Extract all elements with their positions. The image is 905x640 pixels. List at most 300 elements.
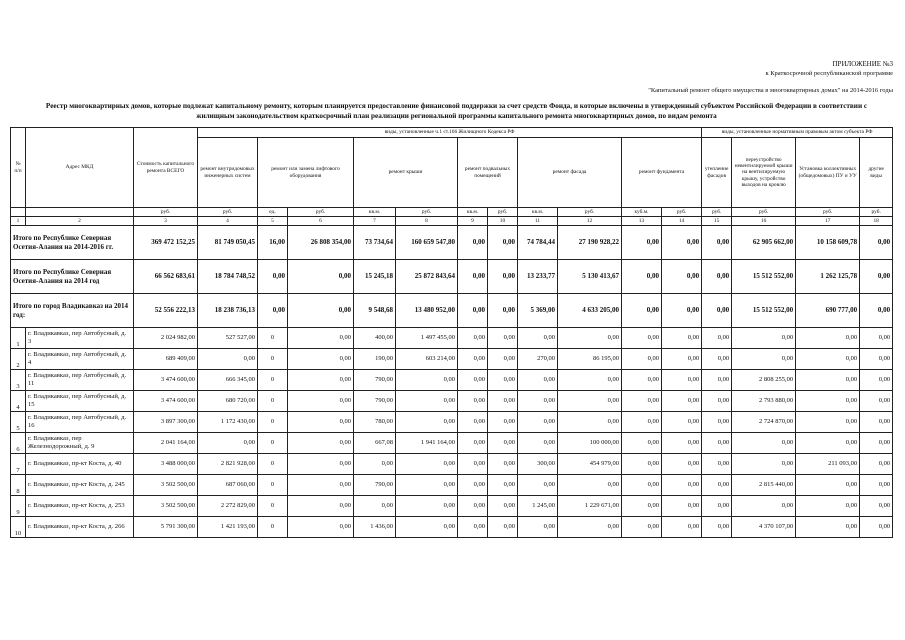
total-value: 26 808 354,00 bbox=[288, 226, 354, 260]
row-value: 270,00 bbox=[518, 349, 558, 370]
row-value: 3 502 500,00 bbox=[134, 475, 198, 496]
row-value: 454 979,00 bbox=[558, 454, 622, 475]
group-header-regional: виды, установленные нормативным правовым актом субъекта РФ bbox=[702, 128, 893, 138]
row-value: 0,00 bbox=[488, 328, 518, 349]
unit-cell: руб. bbox=[288, 208, 354, 217]
row-number: 6 bbox=[11, 433, 26, 454]
row-value: 2 808 255,00 bbox=[732, 370, 796, 391]
total-value: 15 512 552,00 bbox=[732, 294, 796, 328]
total-value: 13 233,77 bbox=[518, 260, 558, 294]
row-value: 86 195,00 bbox=[558, 349, 622, 370]
row-value: 0,00 bbox=[622, 370, 662, 391]
total-row bbox=[11, 260, 893, 294]
row-value: 0,00 bbox=[622, 328, 662, 349]
table-row bbox=[11, 328, 893, 349]
total-value: 5 130 413,67 bbox=[558, 260, 622, 294]
row-value: 0,00 bbox=[796, 496, 860, 517]
total-value: 25 872 843,64 bbox=[396, 260, 458, 294]
group-header-code: виды, установленные ч.1 ст.166 Жилищного Кодекса РФ bbox=[198, 128, 702, 138]
unit-cell: руб. bbox=[796, 208, 860, 217]
row-address: г. Владикавказ, пер Железнодорожный, д. 9 bbox=[26, 433, 134, 454]
row-address: г. Владикавказ, пр-кт Коста, д. 266 bbox=[26, 517, 134, 538]
total-value: 690 777,00 bbox=[796, 294, 860, 328]
row-value: 2 041 164,00 bbox=[134, 433, 198, 454]
row-value: 0,00 bbox=[288, 517, 354, 538]
units-row bbox=[11, 208, 893, 217]
row-address: г. Владикавказ, пр-кт Коста, д. 40 bbox=[26, 454, 134, 475]
column-number-cell: 18 bbox=[860, 217, 893, 226]
row-value: 0 bbox=[258, 496, 288, 517]
unit-cell: руб. bbox=[662, 208, 702, 217]
row-value: 3 502 500,00 bbox=[134, 496, 198, 517]
row-value: 0,00 bbox=[702, 454, 732, 475]
row-value: 0,00 bbox=[662, 475, 702, 496]
total-value: 0,00 bbox=[488, 260, 518, 294]
row-value: 0,00 bbox=[288, 349, 354, 370]
registry-table bbox=[10, 127, 893, 538]
row-number: 4 bbox=[11, 391, 26, 412]
row-address: г. Владикавказ, пер Автобусный, д. 11 bbox=[26, 370, 134, 391]
column-numbers-row bbox=[11, 217, 893, 226]
total-value: 0,00 bbox=[622, 226, 662, 260]
row-value: 0,00 bbox=[458, 496, 488, 517]
row-value: 0,00 bbox=[558, 412, 622, 433]
col-header-meters: Установка коллективных (общедомовых) ПУ и УУ bbox=[796, 138, 860, 208]
row-value: 0,00 bbox=[396, 475, 458, 496]
row-value: 0,00 bbox=[622, 454, 662, 475]
total-value: 13 480 952,00 bbox=[396, 294, 458, 328]
total-value: 0,00 bbox=[458, 294, 488, 328]
row-value: 0,00 bbox=[518, 412, 558, 433]
row-number: 1 bbox=[11, 328, 26, 349]
row-value: 0,00 bbox=[458, 328, 488, 349]
row-value: 0,00 bbox=[662, 517, 702, 538]
appendix-reference: к Краткосрочной республиканской программе bbox=[765, 70, 893, 77]
total-row bbox=[11, 294, 893, 328]
column-number-cell: 5 bbox=[258, 217, 288, 226]
row-value: 0,00 bbox=[796, 370, 860, 391]
row-value: 0,00 bbox=[288, 328, 354, 349]
row-address: г. Владикавказ, пер Автобусный, д. 4 bbox=[26, 349, 134, 370]
row-value: 1 245,00 bbox=[518, 496, 558, 517]
col-header-lift: ремонт или замена лифтового оборудования bbox=[258, 138, 354, 208]
document-title: Реестр многоквартирных домов, которые подлежат капитальному ремонту, которым планируется предоставление финансовой поддержки за счет средств Фонда, и которые включены в утвержденный субъектом Российской Федерации в соответствии с жилищным законодательством краткосрочный план реализации региональной программы капитального ремонта многоквартирных домов, по видам ремонта bbox=[45, 102, 868, 120]
total-value: 18 238 736,13 bbox=[198, 294, 258, 328]
row-value: 0,00 bbox=[488, 517, 518, 538]
row-address: г. Владикавказ, пр-кт Коста, д. 245 bbox=[26, 475, 134, 496]
row-value: 1 229 671,00 bbox=[558, 496, 622, 517]
column-number-cell: 13 bbox=[622, 217, 662, 226]
row-value: 0,00 bbox=[488, 454, 518, 475]
row-value: 3 488 000,00 bbox=[134, 454, 198, 475]
column-number-cell: 2 bbox=[26, 217, 134, 226]
col-header-engineering: ремонт внутридомовых инженерных систем bbox=[198, 138, 258, 208]
row-value: 3 474 600,00 bbox=[134, 370, 198, 391]
row-value: 0,00 bbox=[622, 496, 662, 517]
col-header-total-cost: Стоимость капитального ремонта ВСЕГО bbox=[134, 128, 198, 208]
row-value: 0,00 bbox=[488, 349, 518, 370]
total-value: 74 784,44 bbox=[518, 226, 558, 260]
row-value: 0 bbox=[258, 412, 288, 433]
col-header-num: № п/п bbox=[11, 128, 26, 208]
row-value: 0,00 bbox=[732, 349, 796, 370]
column-number-cell: 7 bbox=[354, 217, 396, 226]
row-value: 0,00 bbox=[488, 475, 518, 496]
row-value: 790,00 bbox=[354, 370, 396, 391]
row-value: 0,00 bbox=[488, 412, 518, 433]
row-value: 0,00 bbox=[288, 433, 354, 454]
row-value: 0,00 bbox=[458, 475, 488, 496]
table-row bbox=[11, 349, 893, 370]
units-cell-empty bbox=[26, 208, 134, 217]
row-value: 0,00 bbox=[732, 433, 796, 454]
row-value: 100 000,00 bbox=[558, 433, 622, 454]
row-value: 1 497 455,00 bbox=[396, 328, 458, 349]
row-value: 0,00 bbox=[198, 433, 258, 454]
row-value: 0,00 bbox=[396, 496, 458, 517]
row-value: 0,00 bbox=[622, 349, 662, 370]
row-value: 0,00 bbox=[488, 370, 518, 391]
unit-cell: руб. bbox=[488, 208, 518, 217]
row-value: 0,00 bbox=[354, 454, 396, 475]
column-number-cell: 9 bbox=[458, 217, 488, 226]
column-number-cell: 15 bbox=[702, 217, 732, 226]
row-value: 0,00 bbox=[860, 517, 893, 538]
row-value: 0,00 bbox=[488, 391, 518, 412]
total-value: 0,00 bbox=[488, 294, 518, 328]
row-value: 666 345,00 bbox=[198, 370, 258, 391]
row-value: 667,08 bbox=[354, 433, 396, 454]
table-row bbox=[11, 475, 893, 496]
row-value: 0,00 bbox=[488, 433, 518, 454]
total-label: Итого по город Владикавказ на 2014 год: bbox=[11, 294, 134, 328]
appendix-header bbox=[648, 60, 893, 95]
unit-cell: руб. bbox=[860, 208, 893, 217]
row-value: 0,00 bbox=[860, 349, 893, 370]
row-value: 0,00 bbox=[662, 328, 702, 349]
row-value: 1 421 193,00 bbox=[198, 517, 258, 538]
row-value: 0,00 bbox=[622, 391, 662, 412]
row-value: 0,00 bbox=[396, 454, 458, 475]
row-value: 0,00 bbox=[518, 433, 558, 454]
row-value: 0,00 bbox=[354, 496, 396, 517]
total-value: 0,00 bbox=[622, 294, 662, 328]
row-value: 527 527,00 bbox=[198, 328, 258, 349]
row-value: 0,00 bbox=[288, 454, 354, 475]
row-value: 0,00 bbox=[662, 349, 702, 370]
col-header-roof: ремонт крыши bbox=[354, 138, 458, 208]
row-value: 0,00 bbox=[702, 412, 732, 433]
row-value: 0,00 bbox=[288, 391, 354, 412]
row-value: 0,00 bbox=[396, 391, 458, 412]
row-value: 0,00 bbox=[558, 328, 622, 349]
row-value: 0 bbox=[258, 517, 288, 538]
row-value: 0,00 bbox=[622, 412, 662, 433]
row-number: 9 bbox=[11, 496, 26, 517]
table-row bbox=[11, 433, 893, 454]
row-value: 1 941 164,00 bbox=[396, 433, 458, 454]
row-value: 400,00 bbox=[354, 328, 396, 349]
row-value: 2 793 880,00 bbox=[732, 391, 796, 412]
total-value: 0,00 bbox=[488, 226, 518, 260]
column-number-cell: 4 bbox=[198, 217, 258, 226]
row-value: 0,00 bbox=[796, 433, 860, 454]
row-value: 2 024 982,00 bbox=[134, 328, 198, 349]
total-value: 73 734,64 bbox=[354, 226, 396, 260]
row-value: 0,00 bbox=[702, 433, 732, 454]
row-value: 0,00 bbox=[458, 433, 488, 454]
row-value: 680 720,00 bbox=[198, 391, 258, 412]
row-number: 5 bbox=[11, 412, 26, 433]
total-label: Итого по Республике Северная Осетия-Алания на 2014 год bbox=[11, 260, 134, 294]
total-value: 0,00 bbox=[662, 226, 702, 260]
unit-cell: руб. bbox=[558, 208, 622, 217]
total-value: 62 905 662,00 bbox=[732, 226, 796, 260]
table-row bbox=[11, 517, 893, 538]
row-value: 0,00 bbox=[860, 475, 893, 496]
row-value: 0,00 bbox=[860, 433, 893, 454]
row-value: 0,00 bbox=[796, 517, 860, 538]
total-value: 0,00 bbox=[702, 294, 732, 328]
row-value: 0,00 bbox=[860, 328, 893, 349]
row-value: 0,00 bbox=[662, 496, 702, 517]
row-value: 0,00 bbox=[558, 475, 622, 496]
row-value: 0,00 bbox=[702, 391, 732, 412]
column-number-cell: 17 bbox=[796, 217, 860, 226]
row-value: 0,00 bbox=[662, 412, 702, 433]
unit-cell: руб. bbox=[702, 208, 732, 217]
row-value: 0,00 bbox=[622, 517, 662, 538]
total-value: 0,00 bbox=[288, 260, 354, 294]
row-value: 2 815 440,00 bbox=[732, 475, 796, 496]
row-value: 0,00 bbox=[458, 412, 488, 433]
row-value: 0,00 bbox=[702, 328, 732, 349]
row-value: 0,00 bbox=[796, 328, 860, 349]
total-value: 0,00 bbox=[662, 260, 702, 294]
row-value: 0,00 bbox=[288, 475, 354, 496]
row-value: 689 409,00 bbox=[134, 349, 198, 370]
row-value: 2 724 870,00 bbox=[732, 412, 796, 433]
row-value: 0,00 bbox=[458, 370, 488, 391]
row-number: 3 bbox=[11, 370, 26, 391]
unit-cell: руб. bbox=[198, 208, 258, 217]
row-value: 0,00 bbox=[732, 328, 796, 349]
column-number-cell: 8 bbox=[396, 217, 458, 226]
row-value: 0 bbox=[258, 370, 288, 391]
row-value: 1 436,00 bbox=[354, 517, 396, 538]
total-value: 15 245,18 bbox=[354, 260, 396, 294]
table-row bbox=[11, 391, 893, 412]
row-value: 603 214,00 bbox=[396, 349, 458, 370]
column-number-cell: 11 bbox=[518, 217, 558, 226]
total-value: 0,00 bbox=[860, 226, 893, 260]
row-value: 0,00 bbox=[702, 496, 732, 517]
row-value: 0,00 bbox=[288, 496, 354, 517]
row-value: 0,00 bbox=[860, 412, 893, 433]
col-header-roof-conversion: переустройство невентилируемой крыши на вентилируемую крышу, устройство выходов на кровлю bbox=[732, 138, 796, 208]
total-value: 369 472 152,25 bbox=[134, 226, 198, 260]
row-value: 0 bbox=[258, 328, 288, 349]
total-value: 5 369,00 bbox=[518, 294, 558, 328]
table-row bbox=[11, 496, 893, 517]
unit-cell: кв.м. bbox=[354, 208, 396, 217]
row-address: г. Владикавказ, пр-кт Коста, д. 253 bbox=[26, 496, 134, 517]
row-value: 0,00 bbox=[702, 517, 732, 538]
row-value: 0,00 bbox=[396, 370, 458, 391]
column-number-cell: 16 bbox=[732, 217, 796, 226]
row-value: 687 060,00 bbox=[198, 475, 258, 496]
row-value: 0 bbox=[258, 475, 288, 496]
total-value: 1 262 125,78 bbox=[796, 260, 860, 294]
unit-cell: ед. bbox=[258, 208, 288, 217]
table-row bbox=[11, 454, 893, 475]
row-value: 0,00 bbox=[558, 370, 622, 391]
row-value: 0,00 bbox=[796, 349, 860, 370]
total-value: 0,00 bbox=[288, 294, 354, 328]
row-value: 0,00 bbox=[796, 412, 860, 433]
row-value: 0,00 bbox=[702, 370, 732, 391]
row-value: 3 474 600,00 bbox=[134, 391, 198, 412]
row-value: 780,00 bbox=[354, 412, 396, 433]
total-value: 27 190 928,22 bbox=[558, 226, 622, 260]
row-value: 0,00 bbox=[488, 496, 518, 517]
row-value: 0 bbox=[258, 433, 288, 454]
row-value: 0,00 bbox=[860, 391, 893, 412]
unit-cell: куб.м. bbox=[622, 208, 662, 217]
total-value: 0,00 bbox=[860, 294, 893, 328]
row-value: 2 272 829,00 bbox=[198, 496, 258, 517]
row-value: 0,00 bbox=[458, 391, 488, 412]
row-value: 0,00 bbox=[558, 517, 622, 538]
row-address: г. Владикавказ, пер Автобусный, д. 15 bbox=[26, 391, 134, 412]
column-number-cell: 3 bbox=[134, 217, 198, 226]
column-number-cell: 12 bbox=[558, 217, 622, 226]
total-value: 0,00 bbox=[622, 260, 662, 294]
row-value: 0,00 bbox=[732, 454, 796, 475]
row-address: г. Владикавказ, пер Автобусный, д. 16 bbox=[26, 412, 134, 433]
total-value: 160 659 547,80 bbox=[396, 226, 458, 260]
row-value: 0,00 bbox=[796, 475, 860, 496]
column-number-cell: 14 bbox=[662, 217, 702, 226]
total-value: 66 562 683,61 bbox=[134, 260, 198, 294]
table-row bbox=[11, 370, 893, 391]
column-number-cell: 6 bbox=[288, 217, 354, 226]
units-cell-empty bbox=[11, 208, 26, 217]
row-number: 8 bbox=[11, 475, 26, 496]
row-value: 790,00 bbox=[354, 475, 396, 496]
unit-cell: руб. bbox=[396, 208, 458, 217]
row-value: 0,00 bbox=[396, 412, 458, 433]
row-value: 211 093,00 bbox=[796, 454, 860, 475]
row-value: 0,00 bbox=[662, 454, 702, 475]
total-value: 0,00 bbox=[702, 260, 732, 294]
total-value: 0,00 bbox=[662, 294, 702, 328]
appendix-label: ПРИЛОЖЕНИЕ №3 bbox=[832, 60, 893, 68]
total-value: 0,00 bbox=[458, 226, 488, 260]
col-header-insulation: утепление фасадов bbox=[702, 138, 732, 208]
column-number-cell: 10 bbox=[488, 217, 518, 226]
col-header-other: другие виды bbox=[860, 138, 893, 208]
unit-cell: кв.м. bbox=[518, 208, 558, 217]
row-value: 0,00 bbox=[732, 496, 796, 517]
row-number: 7 bbox=[11, 454, 26, 475]
row-value: 0,00 bbox=[702, 349, 732, 370]
total-value: 9 548,68 bbox=[354, 294, 396, 328]
row-value: 0,00 bbox=[860, 370, 893, 391]
unit-cell: кв.м. bbox=[458, 208, 488, 217]
total-value: 81 749 050,45 bbox=[198, 226, 258, 260]
row-value: 0,00 bbox=[662, 433, 702, 454]
row-value: 0,00 bbox=[458, 454, 488, 475]
row-value: 0 bbox=[258, 349, 288, 370]
column-number-cell: 1 bbox=[11, 217, 26, 226]
total-value: 0,00 bbox=[258, 260, 288, 294]
unit-cell: руб. bbox=[134, 208, 198, 217]
total-value: 0,00 bbox=[702, 226, 732, 260]
total-value: 0,00 bbox=[458, 260, 488, 294]
row-value: 1 172 430,00 bbox=[198, 412, 258, 433]
total-value: 52 556 222,13 bbox=[134, 294, 198, 328]
row-number: 10 bbox=[11, 517, 26, 538]
row-value: 2 821 928,00 bbox=[198, 454, 258, 475]
row-value: 0,00 bbox=[702, 475, 732, 496]
row-value: 0,00 bbox=[662, 391, 702, 412]
row-value: 0 bbox=[258, 391, 288, 412]
row-value: 0,00 bbox=[518, 328, 558, 349]
row-value: 0,00 bbox=[518, 391, 558, 412]
row-value: 0,00 bbox=[860, 454, 893, 475]
row-value: 3 897 300,00 bbox=[134, 412, 198, 433]
row-value: 0,00 bbox=[396, 517, 458, 538]
row-value: 0,00 bbox=[288, 370, 354, 391]
total-value: 16,00 bbox=[258, 226, 288, 260]
total-value: 10 158 609,78 bbox=[796, 226, 860, 260]
program-name: "Капитальный ремонт общего имущества в многоквартирных домах" на 2014-2016 годы bbox=[648, 87, 893, 94]
row-value: 5 791 300,00 bbox=[134, 517, 198, 538]
row-value: 0,00 bbox=[288, 412, 354, 433]
total-value: 0,00 bbox=[258, 294, 288, 328]
row-value: 0 bbox=[258, 454, 288, 475]
row-value: 0,00 bbox=[518, 370, 558, 391]
row-value: 790,00 bbox=[354, 391, 396, 412]
row-address: г. Владикавказ, пер Автобусный, д. 3 bbox=[26, 328, 134, 349]
unit-cell: руб. bbox=[732, 208, 796, 217]
total-value: 4 633 205,00 bbox=[558, 294, 622, 328]
table-row bbox=[11, 412, 893, 433]
row-value: 0,00 bbox=[518, 475, 558, 496]
total-row bbox=[11, 226, 893, 260]
row-value: 0,00 bbox=[622, 433, 662, 454]
col-header-basement: ремонт подвальных помещений bbox=[458, 138, 518, 208]
total-value: 15 512 552,00 bbox=[732, 260, 796, 294]
row-value: 0,00 bbox=[860, 496, 893, 517]
row-value: 0,00 bbox=[662, 370, 702, 391]
col-header-foundation: ремонт фундамента bbox=[622, 138, 702, 208]
total-value: 0,00 bbox=[860, 260, 893, 294]
row-value: 4 370 107,00 bbox=[732, 517, 796, 538]
row-value: 0,00 bbox=[796, 391, 860, 412]
row-value: 0,00 bbox=[458, 517, 488, 538]
row-value: 0,00 bbox=[198, 349, 258, 370]
col-header-facade: ремонт фасада bbox=[518, 138, 622, 208]
row-number: 2 bbox=[11, 349, 26, 370]
row-value: 190,00 bbox=[354, 349, 396, 370]
row-value: 0,00 bbox=[458, 349, 488, 370]
total-value: 18 784 748,52 bbox=[198, 260, 258, 294]
row-value: 0,00 bbox=[518, 517, 558, 538]
row-value: 300,00 bbox=[518, 454, 558, 475]
col-header-address: Адрес МКД bbox=[26, 128, 134, 208]
